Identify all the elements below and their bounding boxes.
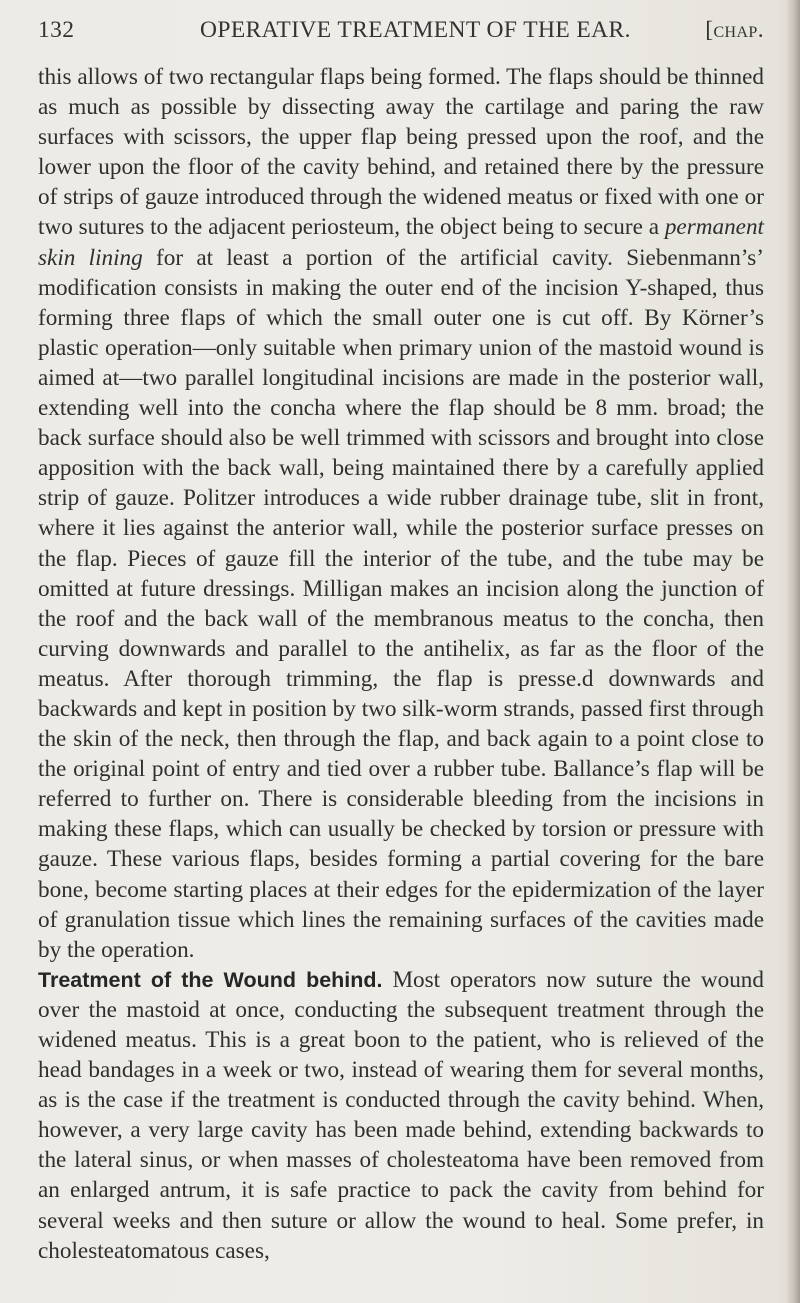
running-title: OPERATIVE TREATMENT OF THE EAR. (200, 17, 631, 43)
page-edge-shadow (786, 0, 800, 1303)
emphasis-text: permanent skin lining (38, 214, 764, 271)
paragraph-text: for at least a portion of the artificial cavity. Siebenmann’s’ modification consists in making the outer end of the incision Y-shaped, thus forming three flaps of which the small outer one is cut off. By Körner’s plastic operation—only suitable when primary union of the mastoid wound is aimed at—two parallel longitudinal incisions are made in the posterior wall, extending well into the concha where the flap should be 8 mm. broad; the back surface should also be well trimmed with scissors and brought into close apposition with the back wall, being maintained there by a carefully applied strip of gauze. Politzer introduces a wide rubber drainage tube, slit in front, where it lies against the anterior wall, while the posterior surface presses on the flap. Pieces of gauze fill the interior of the tube, and the tube may be omitted at future dressings. Milligan makes an incision along the junction of the roof and the back wall of the membranous meatus to the concha, then curving downwards and parallel to the antihelix, as far as the floor of the meatus. After thorough trimming, the flap is presse.d downwards and backwards and kept in position by two silk-worm strands, passed first through the skin of the neck, then through the flap, and back again to a point close to the original point of entry and tied over a rubber tube. Ballance’s flap will be referred to further on. There is considerable bleeding from the incisions in making these flaps, which can usually be checked by torsion or pressure with gauze. These various flaps, besides forming a partial covering for the bare bone, become starting places at their edges for the epidermization of the layer of granulation tissue which lines the remaining surfaces of the cavities made by the operation. (38, 244, 764, 963)
running-header (38, 17, 764, 51)
chapter-marker: [chap. (705, 17, 764, 43)
paragraph-text: this allows of two rectangular flaps being formed. The flaps should be thinned as much as possible by dissecting away the cartilage and paring the raw surfaces with scissors, the upper flap being pressed upon the roof, and the lower upon the floor of the cavity behind, and retained there by the pressure of strips of gauze introduced through the widened meatus or fixed with one or two sutures to the adjacent periosteum, the object being to secure a (38, 64, 764, 241)
page-number: 132 (38, 17, 75, 43)
paragraph-flaps (38, 62, 764, 965)
body-text (38, 62, 764, 1266)
section-heading: Treatment of the Wound behind. (38, 967, 383, 992)
paragraph-text: Most operators now suture the wound over the mastoid at once, conducting the subsequent treatment through the widened meatus. This is a great boon to the patient, who is relieved of the head bandages in a week or two, instead of wearing them for several months, as is the case if the treatment is conducted through the cavity behind. When, however, a very large cavity has been made behind, extending backwards to the lateral sinus, or when masses of cholesteatoma have been removed from an enlarged antrum, it is safe practice to pack the cavity from behind for several weeks and then suture or allow the wound to heal. Some prefer, in cholesteatomatous cases, (38, 966, 764, 1264)
paragraph-wound-treatment (38, 965, 764, 1266)
